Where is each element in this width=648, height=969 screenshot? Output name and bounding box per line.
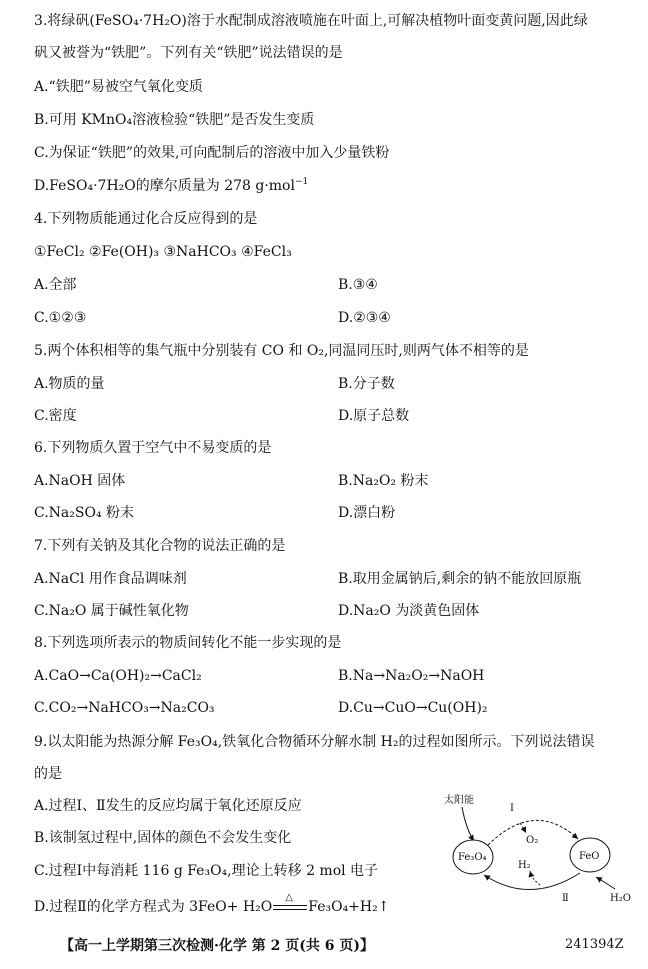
q4-stem: 4.下列物质能通过化合反应得到的是 (34, 211, 258, 227)
q9-option-d (34, 892, 390, 916)
q9-reaction-arrow (272, 892, 308, 914)
h2o-label: H₂O (610, 893, 631, 904)
q6-option-c: C.Na₂SO₄ 粉末 (34, 505, 135, 521)
q3-stem-line2: 矾又被誉为“铁肥”。下列有关“铁肥”说法错误的是 (34, 45, 343, 61)
q8-stem: 8.下列选项所表示的物质间转化不能一步实现的是 (34, 635, 342, 651)
o2-release-arrow (520, 823, 526, 833)
q6-stem: 6.下列物质久置于空气中不易变质的是 (34, 440, 272, 456)
solar-arrow (462, 807, 474, 841)
o2-label: O₂ (526, 835, 539, 846)
h2-release-arrow (530, 871, 540, 885)
q8-option-b: B.Na→Na₂O₂→NaOH (338, 668, 485, 684)
q5-option-a: A.物质的量 (34, 376, 105, 392)
q3-stem-line1: 3.将绿矾(FeSO₄·7H₂O)溶于水配制成溶液喷施在叶面上,可解决植物叶面变黄问题,因此绿 (34, 13, 588, 29)
q9-stem-line1: 9.以太阳能为热源分解 Fe₃O₄,铁氧化合物循环分解水制 H₂的过程如图所示。下列说法错误 (34, 734, 595, 750)
feo-label: FeO (579, 851, 600, 862)
q7-option-b: B.取用金属钠后,剩余的钠不能放回原瓶 (338, 571, 582, 587)
process-2-label: Ⅱ (562, 893, 569, 904)
q7-option-d: D.Na₂O 为淡黄色固体 (338, 603, 480, 619)
q3-option-b: B.可用 KMnO₄溶液检验“铁肥”是否发生变质 (34, 112, 315, 128)
q9-heat-condition: △ (285, 892, 293, 903)
exam-code: 241394Z (565, 937, 624, 952)
q6-option-a: A.NaOH 固体 (34, 473, 126, 489)
q9-option-a: A.过程Ⅰ、Ⅱ发生的反应均属于氧化还原反应 (34, 798, 302, 814)
q9-option-d-suffix: Fe₃O₄+H₂↑ (308, 899, 390, 915)
q7-option-c: C.Na₂O 属于碱性氧化物 (34, 603, 189, 619)
q3-option-d-text: D.FeSO₄·7H₂O的摩尔质量为 278 g·mol (34, 178, 295, 194)
q7-stem: 7.下列有关钠及其化合物的说法正确的是 (34, 538, 286, 554)
h2o-input-arrow (596, 877, 615, 889)
q5-option-b: B.分子数 (338, 376, 395, 392)
q9-option-b: B.该制氢过程中,固体的颜色不会发生变化 (34, 830, 292, 846)
process-1-label: Ⅰ (510, 803, 514, 814)
q5-option-c: C.密度 (34, 408, 77, 424)
q3-option-d-exponent: −1 (294, 177, 309, 187)
q3-option-d (34, 177, 308, 195)
h2-label: H₂ (518, 860, 531, 871)
q8-option-c: C.CO₂→NaHCO₃→Na₂CO₃ (34, 700, 215, 716)
q4-option-c: C.①②③ (34, 310, 87, 326)
q3-option-c: C.为保证“铁肥”的效果,可向配制后的溶液中加入少量铁粉 (34, 145, 390, 161)
q8-option-a: A.CaO→Ca(OH)₂→CaCl₂ (34, 668, 202, 684)
q7-option-a: A.NaCl 用作食品调味剂 (34, 571, 187, 587)
q3-option-a: A.“铁肥”易被空气氧化变质 (34, 79, 203, 95)
page-footer: 【高一上学期第三次检测·化学 第 2 页(共 6 页)】 (60, 938, 374, 954)
q9-option-c: C.过程Ⅰ中每消耗 116 g Fe₃O₄,理论上转移 2 mol 电子 (34, 863, 379, 879)
q6-option-d: D.漂白粉 (338, 505, 396, 521)
q5-option-d: D.原子总数 (338, 408, 410, 424)
q4-items: ①FeCl₂ ②Fe(OH)₃ ③NaHCO₃ ④FeCl₃ (34, 244, 292, 260)
q9-double-line (273, 905, 307, 910)
q4-option-b: B.③④ (338, 277, 378, 293)
q6-option-b: B.Na₂O₂ 粉末 (338, 473, 429, 489)
q5-stem: 5.两个体积相等的集气瓶中分别装有 CO 和 O₂,同温同压时,则两气体不相等的是 (34, 343, 529, 359)
iron-oxide-cycle-diagram (440, 793, 640, 905)
q4-option-d: D.②③④ (338, 310, 391, 326)
fe3o4-label: Fe₃O₄ (458, 852, 487, 863)
q4-option-a: A.全部 (34, 277, 77, 293)
q9-stem-line2: 的是 (34, 766, 62, 782)
q8-option-d: D.Cu→CuO→Cu(OH)₂ (338, 700, 488, 716)
solar-energy-label: 太阳能 (444, 795, 474, 806)
q9-option-d-prefix: D.过程Ⅱ的化学方程式为 3FeO+ H₂O (34, 899, 273, 915)
